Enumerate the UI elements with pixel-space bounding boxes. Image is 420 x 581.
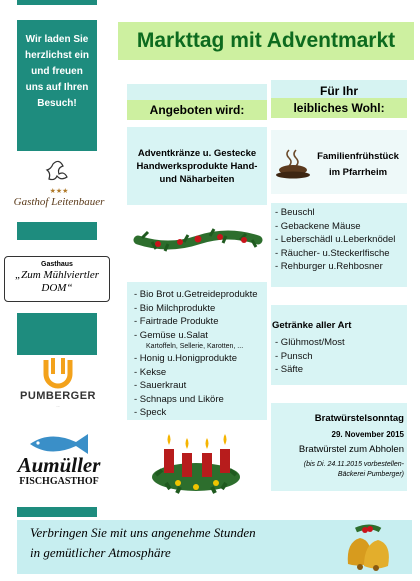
aumueller-logo [4,432,114,492]
pumberger-logo [8,356,108,412]
list-item: - Gemüse u.Salat [134,329,208,341]
drinks-list [275,336,407,377]
sidebar-mid-bar [17,222,97,240]
garland-image [128,220,268,260]
pumberger-emblem-icon [40,356,76,390]
right-heading-line1: Für Ihr [320,84,358,98]
right-heading-bar [271,98,407,118]
bratwurst-title: Bratwürstelsonntag [314,413,404,424]
list-item: - Bio Brot u.Getreideprodukte [134,289,258,300]
muehlviertler-logo [4,256,110,302]
fish-icon [24,432,94,454]
bratwurst-text: Bratwürstel zum Abholen [298,444,404,455]
list-item: - Fairtrade Produkte [134,316,219,327]
list-item: - Säfte [275,364,303,375]
muehlviertler-line1: Gasthaus [41,261,73,268]
list-item: - Schnaps und Liköre [134,393,224,405]
christmas-bells-icon [338,520,396,576]
list-item: - Räucher- u.Steckerlfische [275,247,390,259]
coffee-image [275,146,311,180]
breakfast-line2: im Pfarrheim [328,167,388,178]
page-title: Markttag mit Adventmarkt [136,29,396,52]
bratwurst-note: (bis Di. 24.11.2015 vorbestellen- Bäckerei Pumberger) [303,461,404,478]
list-item: - Sauerkraut [134,380,187,391]
sidebar-top-bar [17,0,97,5]
aumueller-name: Aumüller [17,453,101,477]
footer-line1: Verbringen Sie mit uns angenehme Stunden [30,525,256,540]
list-item: - Glühmost/Most [275,337,345,348]
bells-image [338,520,396,576]
bratwurst-date: 29. November 2015 [331,430,404,439]
food-list [275,206,407,274]
sidebar-lower-bar [17,313,97,355]
coffee-cup-icon [275,146,311,180]
sidebar-welcome-box [17,20,97,151]
aumueller-sub: FISCHGASTHOF [19,476,99,487]
welcome-text: Wir laden Sie herzlichst ein und freuen uns auf Ihren Besuch! [25,34,89,109]
advent-wreath-icon [150,425,242,495]
sidebar-bottom-bar [17,507,97,517]
products-list [134,288,268,420]
list-item: - Speck [134,407,167,418]
left-heading-bar [127,100,267,120]
left-heading: Angeboten wird: [149,103,245,117]
leitenbauer-stars: ★★★ [49,188,69,195]
list-item: - Beuschl [275,207,315,218]
page-title-banner [118,22,414,60]
muehlviertler-line3: DOM“ [41,282,73,294]
list-item: - Leberschädl u.Leberknödel [275,234,396,245]
list-item-note: Kartoffeln, Sellerie, Karotten, ... [146,343,244,350]
list-item: - Rehburger u.Rehbosner [275,261,383,272]
pumberger-tagline: ... [56,403,60,408]
pumberger-name: PUMBERGER [19,390,96,402]
leitenbauer-logo [3,158,115,210]
crafts-box [127,127,267,205]
leitenbauer-emblem-icon [3,158,115,188]
christmas-garland-icon [128,220,268,260]
footer-line2: in gemütlicher Atmosphäre [30,545,171,560]
list-item: - Gebackene Mäuse [275,220,361,232]
list-item: - Kekse [134,366,167,378]
list-item: - Punsch [275,350,313,362]
crafts-text: Adventkränze u. Gestecke Handwerksprodukte Hand- und Näharbeiten [136,147,258,185]
right-heading-line2: leibliches Wohl: [293,101,385,115]
leitenbauer-name: Gasthof Leitenbauer [13,196,105,208]
breakfast-line1: Familienfrühstück [317,151,399,162]
list-item: - Honig u.Honigprodukte [134,353,237,364]
list-item: - Bio Milchprodukte [134,302,216,314]
advent-wreath-image [150,425,242,495]
muehlviertler-line2: „Zum Mühlviertler [14,269,100,281]
drinks-heading: Getränke aller Art [272,320,352,331]
